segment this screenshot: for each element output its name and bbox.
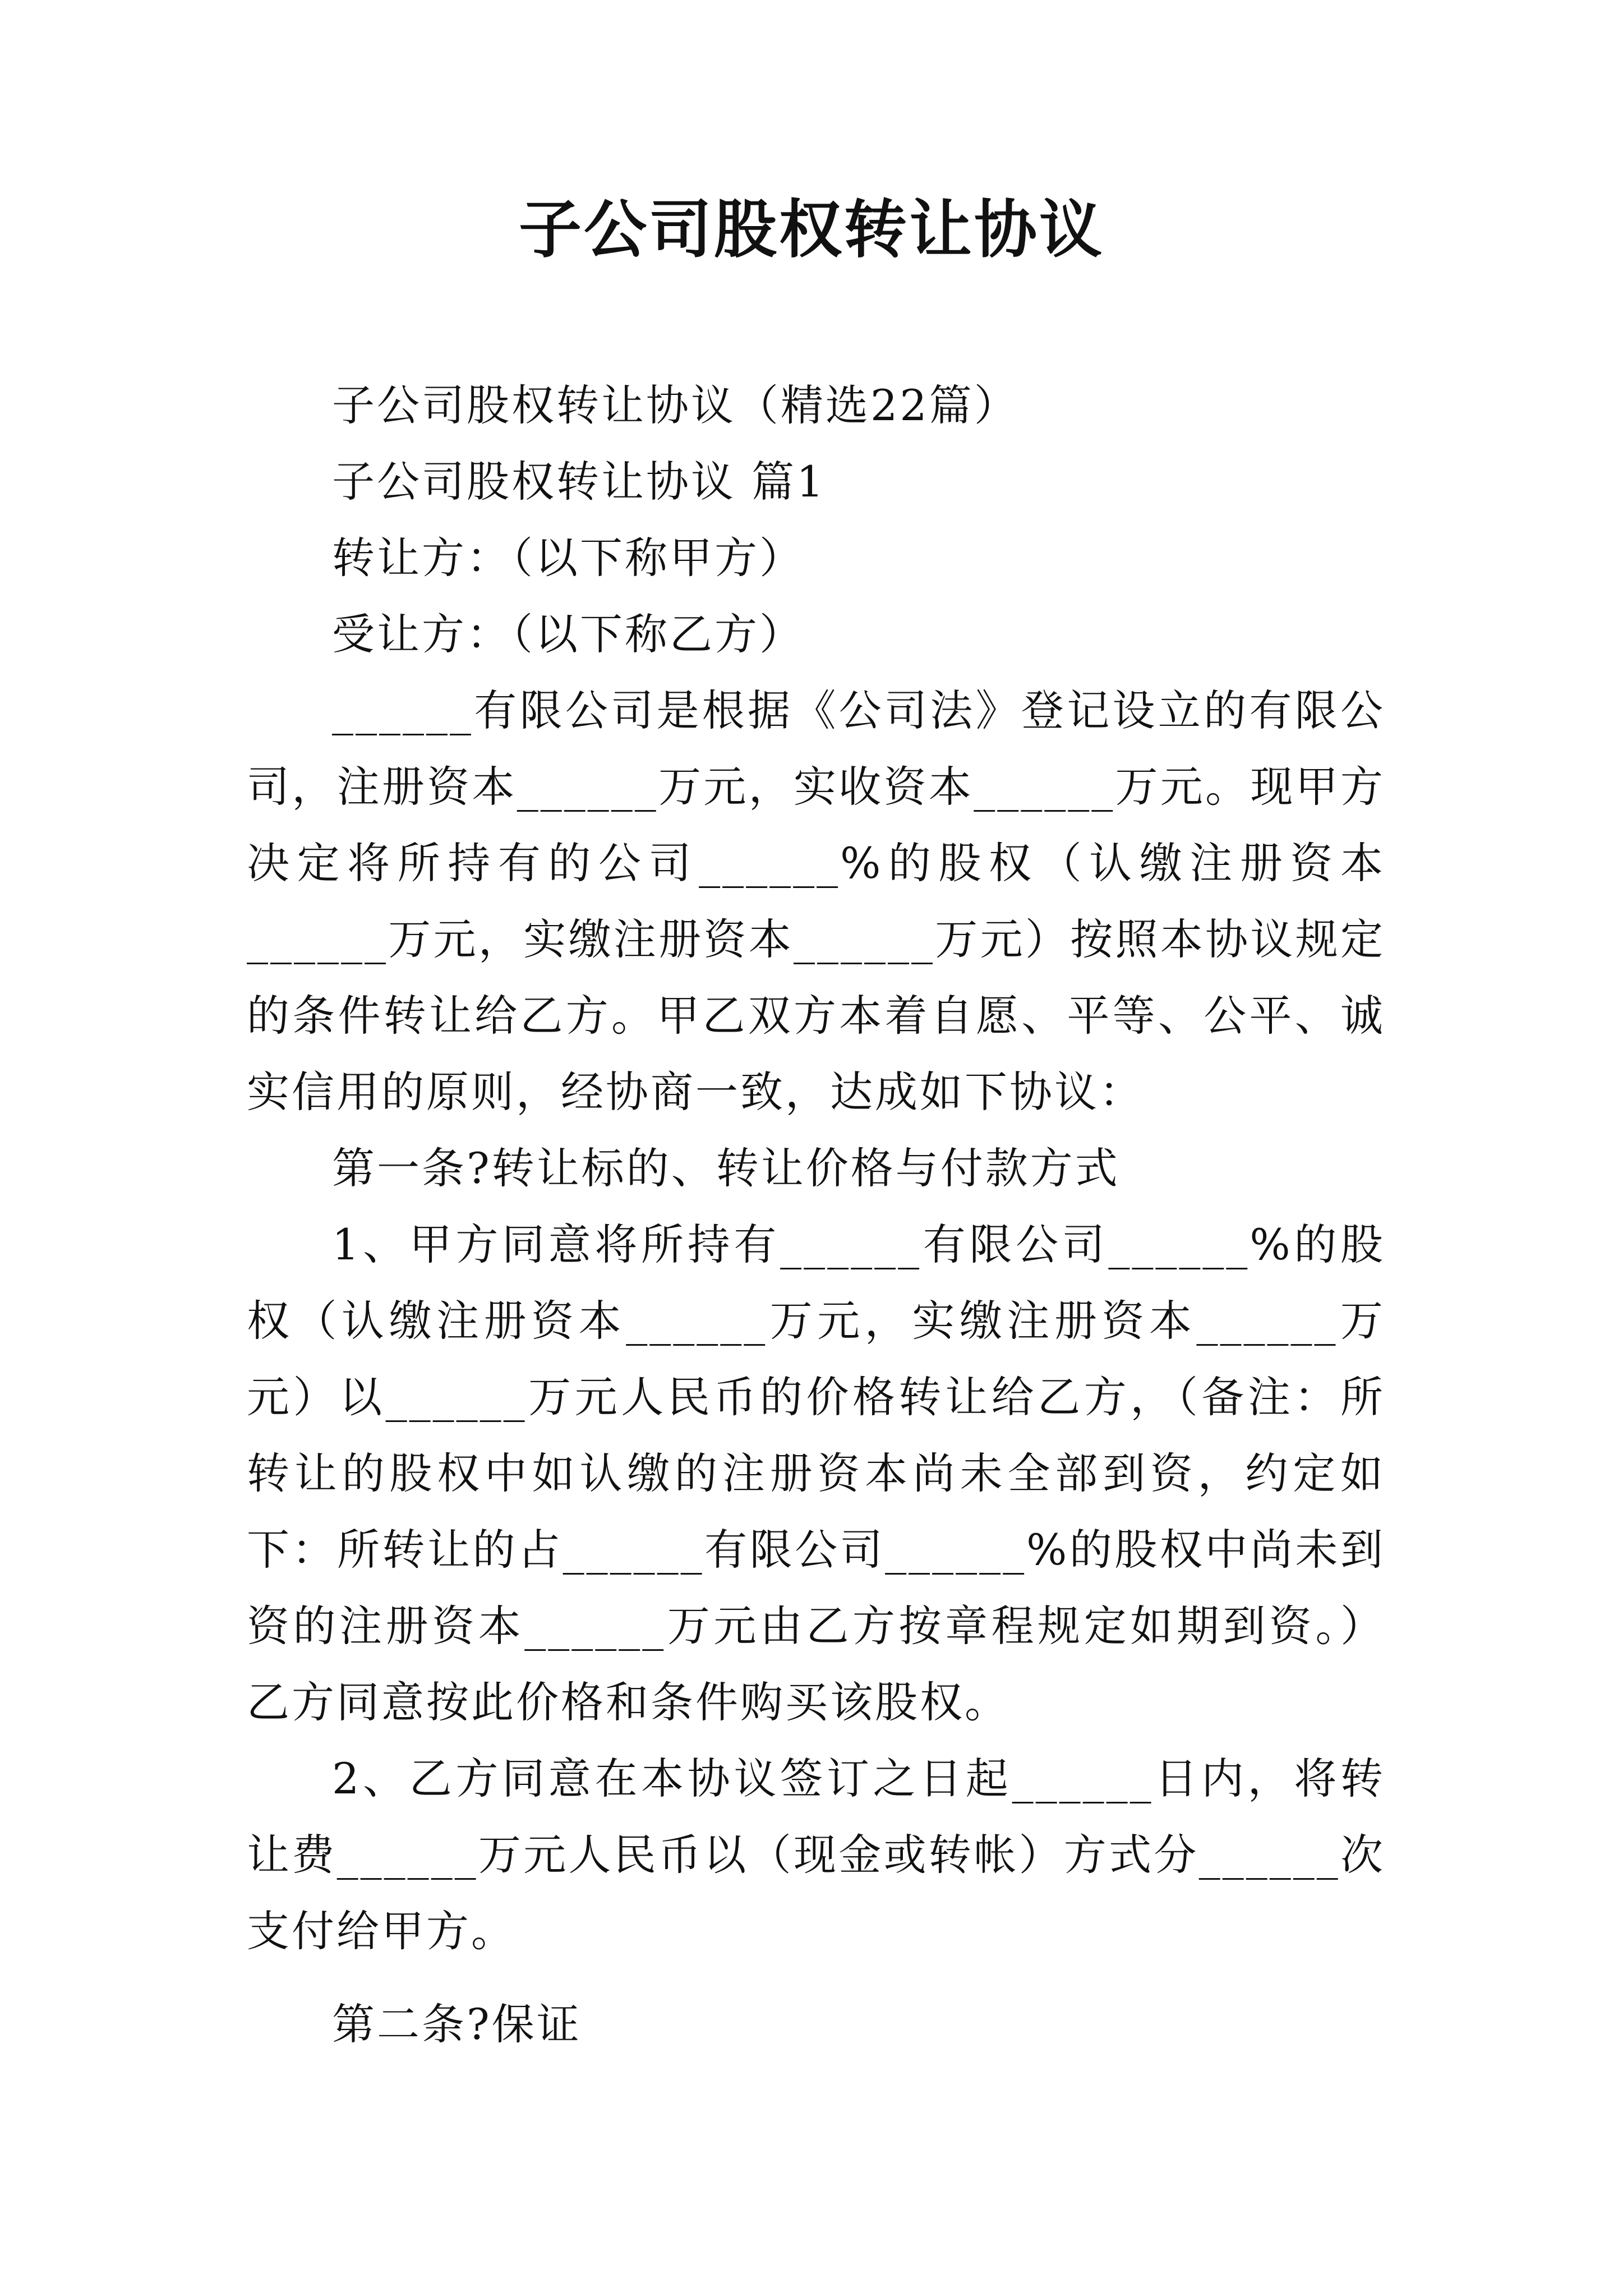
document-title: 子公司股权转让协议	[519, 193, 1104, 266]
document-subtitle: 子公司股权转让协议（精选22篇）	[332, 380, 1019, 430]
article-1-heading: 第一条?转让标的、转让价格与付款方式	[332, 1143, 1120, 1193]
transferee-line: 受让方：（以下称乙方）	[332, 609, 804, 659]
clause-1-2: 2、乙方同意在本协议签订之日起______日内，将转让费______万元人民币以（现金或转帐）方式分______次支付给甲方。	[247, 1754, 1385, 1956]
preamble-paragraph: ______有限公司是根据《公司法》登记设立的有限公司，注册资本______万元，实收资本______万元。现甲方决定将所持有的公司______%的股权（认缴注册资本______万元，实缴注册资本______万元）按照本协议规定的条件转让给乙方。甲乙双方本着自愿、平等、公平、诚实信用的原则，经协商一致，达成如下协议：	[247, 685, 1385, 1117]
clause-1-1: 1、甲方同意将所持有______有限公司______%的股权（认缴注册资本______万元，实缴注册资本______万元）以______万元人民币的价格转让给乙方，（备注：所转让的股权中如认缴的注册资本尚未全部到资，约定如下：所转让的占______有限公司______%的股权中尚未到资的注册资本______万元由乙方按章程规定如期到资。）乙方同意按此价格和条件购买该股权。	[247, 1220, 1385, 1727]
article-2-heading: 第二条?保证	[332, 1999, 582, 2049]
section-heading-part-1: 子公司股权转让协议 篇1	[332, 457, 826, 507]
document-body	[247, 367, 1385, 2063]
transferor-line: 转让方：（以下称甲方）	[332, 533, 804, 583]
